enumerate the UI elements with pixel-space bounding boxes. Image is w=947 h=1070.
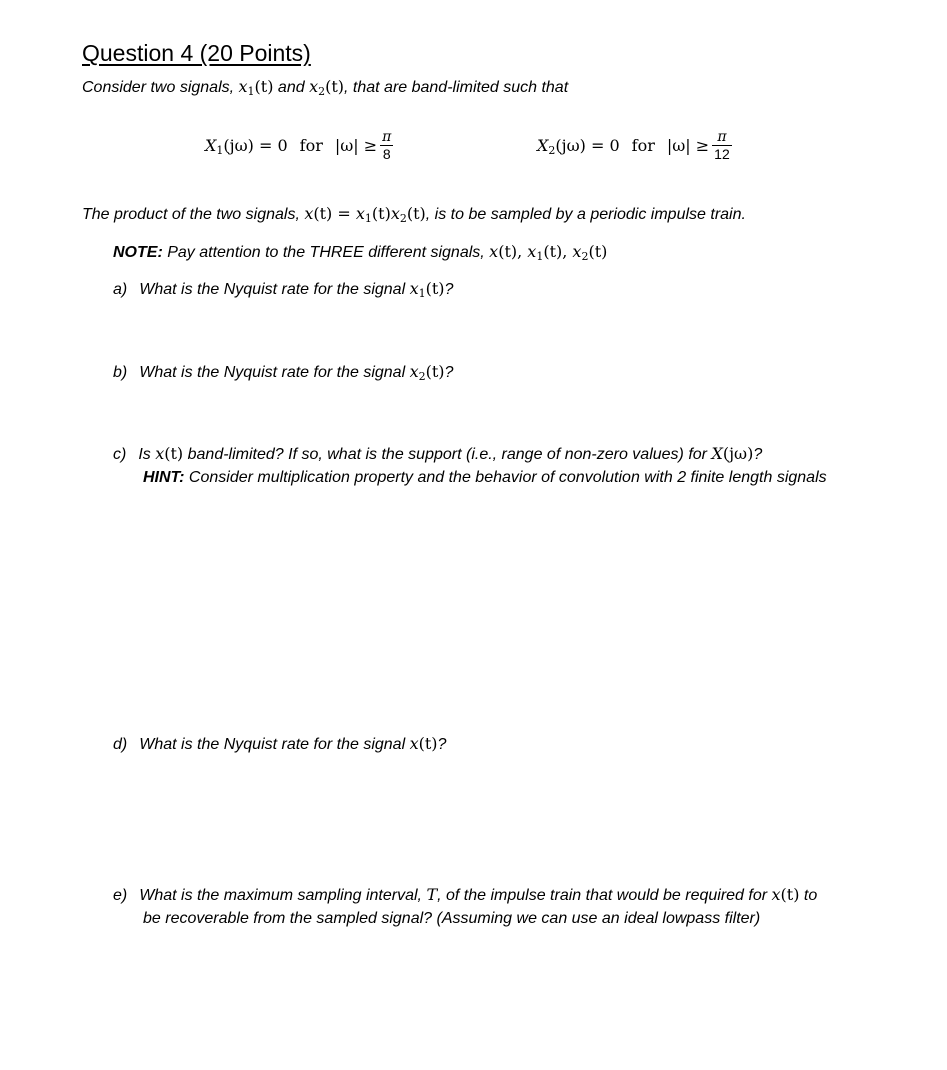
- part-c-label: c): [113, 446, 127, 463]
- part-d-question: d) What is the Nyquist rate for the signal x(t)?: [113, 734, 447, 753]
- part-e-question: e) What is the maximum sampling interval, T, of the impulse train that would be required for x(t) to: [113, 885, 818, 904]
- x1-symbol: $x_1(t)$: [238, 77, 274, 98]
- equation-x2-bandlimit: $X_2$ (jω) = 0 for |ω| ≥ $\frac{\pi}{12}$: [537, 129, 730, 162]
- hint-text: HINT: Consider multiplication property and the behavior of convolution with 2 finite length signals: [143, 469, 827, 486]
- part-a-label: a): [113, 281, 128, 298]
- fraction-pi-over-8: $\frac{\pi}{8}$: [382, 129, 392, 162]
- part-b-question: b) What is the Nyquist rate for the signal $x_2(t)$?: [113, 362, 454, 383]
- part-d-label: d): [113, 736, 128, 753]
- part-c-question: c) Is x(t) band-limited? If so, what is the support (i.e., range of non-zero values) for X(jω)?: [113, 444, 763, 463]
- equation-x1-bandlimit: $X_1$ (jω) = 0 for |ω| ≥ $\frac{\pi}{8}$: [205, 129, 392, 162]
- part-b-label: b): [113, 364, 128, 381]
- part-a-question: a) What is the Nyquist rate for the signal $x_1(t)$?: [113, 279, 454, 300]
- intro-text: Consider two signals, $x_1(t)$ and $x_2(t)$, that are band-limited such that: [82, 77, 569, 98]
- product-equation: $x(t) = x_1(t)x_2(t)$: [304, 204, 426, 225]
- question-title: Question 4 (20 Points): [82, 40, 311, 66]
- part-e-label: e): [113, 887, 128, 904]
- note-text: NOTE: Pay attention to the THREE different signals, x(t), $x_1(t)$, $x_2(t)$: [113, 242, 608, 263]
- three-signals: x(t), $x_1(t)$, $x_2(t)$: [489, 242, 608, 263]
- part-e-question-line2: be recoverable from the sampled signal? (Assuming we can use an ideal lowpass filter): [143, 910, 761, 927]
- product-text: The product of the two signals, $x(t) = x_1(t)x_2(t)$, is to be sampled by a periodic impulse train.: [82, 204, 746, 225]
- x2-symbol: $x_2(t)$: [309, 77, 345, 98]
- fraction-pi-over-12: $\frac{\pi}{12}$: [714, 129, 730, 162]
